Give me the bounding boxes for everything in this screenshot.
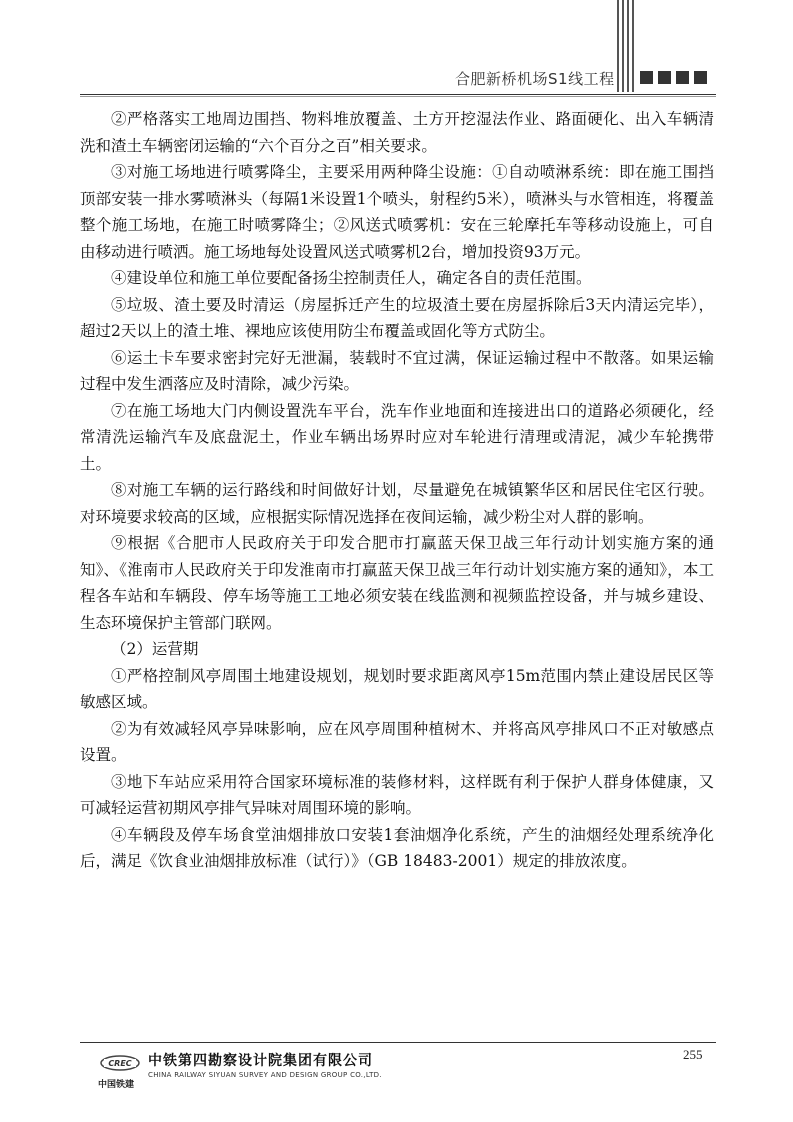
paragraph: ⑤垃圾、渣土要及时清运（房屋拆迁产生的垃圾渣土要在房屋拆除后3天内清运完毕），超过2天以上的渣土堆、裸地应该使用防尘布覆盖或固化等方式防尘。 bbox=[80, 295, 714, 340]
paragraph: ④车辆段及停车场食堂油烟排放口安装1套油烟净化系统，产生的油烟经处理系统净化后，满足《饮食业油烟排放标准（试行）》（GB 18483-2001）规定的排放浓度。 bbox=[80, 825, 714, 870]
paragraph: ②为有效减轻风亭异味影响，应在风亭周围种植树木、并将高风亭排风口不正对敏感点设置。 bbox=[80, 719, 714, 764]
header-rule-thin bbox=[80, 96, 716, 97]
paragraph: ③地下车站应采用符合国家环境标准的装修材料，这样既有利于保护人群身体健康，又可减轻运营初期风亭排气异味对周围环境的影响。 bbox=[80, 772, 714, 817]
paragraph: ⑨根据《合肥市人民政府关于印发合肥市打赢蓝天保卫战三年行动计划实施方案的通知》、《淮南市人民政府关于印发淮南市打赢蓝天保卫战三年行动计划实施方案的通知》，本工程各车站和车辆段、停车场等施工工地必须安装在线监测和视频监控设备，并与城乡建设、生态环境保护主管部门联网。 bbox=[80, 534, 714, 632]
section-heading: （2）运营期 bbox=[111, 640, 199, 658]
svg-text:CREC: CREC bbox=[108, 1059, 132, 1068]
logo-cn-tag: 中国铁建 bbox=[98, 1080, 135, 1090]
page-content bbox=[80, 106, 714, 875]
paragraph: ③对施工场地进行喷雾降尘，主要采用两种降尘设施：①自动喷淋系统：即在施工围挡顶部安装一排水雾喷淋头（每隔1米设置1个喷头，射程约5米），喷淋头与水管相连，将覆盖整个施工场地，在施工时喷雾降尘；②风送式喷雾机：安在三轮摩托车等移动设施上，可自由移动进行喷洒。施工场地每处设置风送式喷雾机2台，增加投资93万元。 bbox=[80, 163, 714, 261]
paragraph: ①严格控制风亭周围土地建设规划，规划时要求距离风亭15m范围内禁止建设居民区等敏感区域。 bbox=[80, 666, 714, 711]
header-title: 合肥新桥机场S1线工程 bbox=[455, 70, 615, 88]
paragraph: ②严格落实工地周边围挡、物料堆放覆盖、土方开挖湿法作业、路面硬化、出入车辆清洗和渣土车辆密闭运输的“六个百分之百”相关要求。 bbox=[80, 110, 714, 155]
company-name-en: CHINA RAILWAY SIYUAN SURVEY AND DESIGN GROUP CO.,LTD. bbox=[148, 1071, 382, 1079]
paragraph: ④建设单位和施工单位要配备扬尘控制责任人，确定各自的责任范围。 bbox=[111, 269, 592, 287]
footer-rule bbox=[80, 1042, 716, 1043]
company-name-cn: 中铁第四勘察设计院集团有限公司 bbox=[148, 1053, 373, 1069]
header-decoration-lines bbox=[617, 0, 635, 92]
paragraph: ⑦在施工场地大门内侧设置洗车平台，洗车作业地面和连接进出口的道路必须硬化，经常清洗运输汽车及底盘泥土，作业车辆出场界时应对车轮进行清理或清泥，减少车轮携带土。 bbox=[80, 401, 714, 473]
page-number: 255 bbox=[683, 1047, 703, 1062]
header-rule bbox=[80, 94, 716, 95]
paragraph: ⑧对施工车辆的运行路线和时间做好计划，尽量避免在城镇繁华区和居民住宅区行驶。对环境要求较高的区域，应根据实际情况选择在夜间运输，减少粉尘对人群的影响。 bbox=[80, 481, 714, 526]
paragraph: ⑥运土卡车要求密封完好无泄漏，装载时不宜过满，保证运输过程中不散落。如果运输过程中发生洒落应及时清除，减少污染。 bbox=[80, 348, 714, 393]
